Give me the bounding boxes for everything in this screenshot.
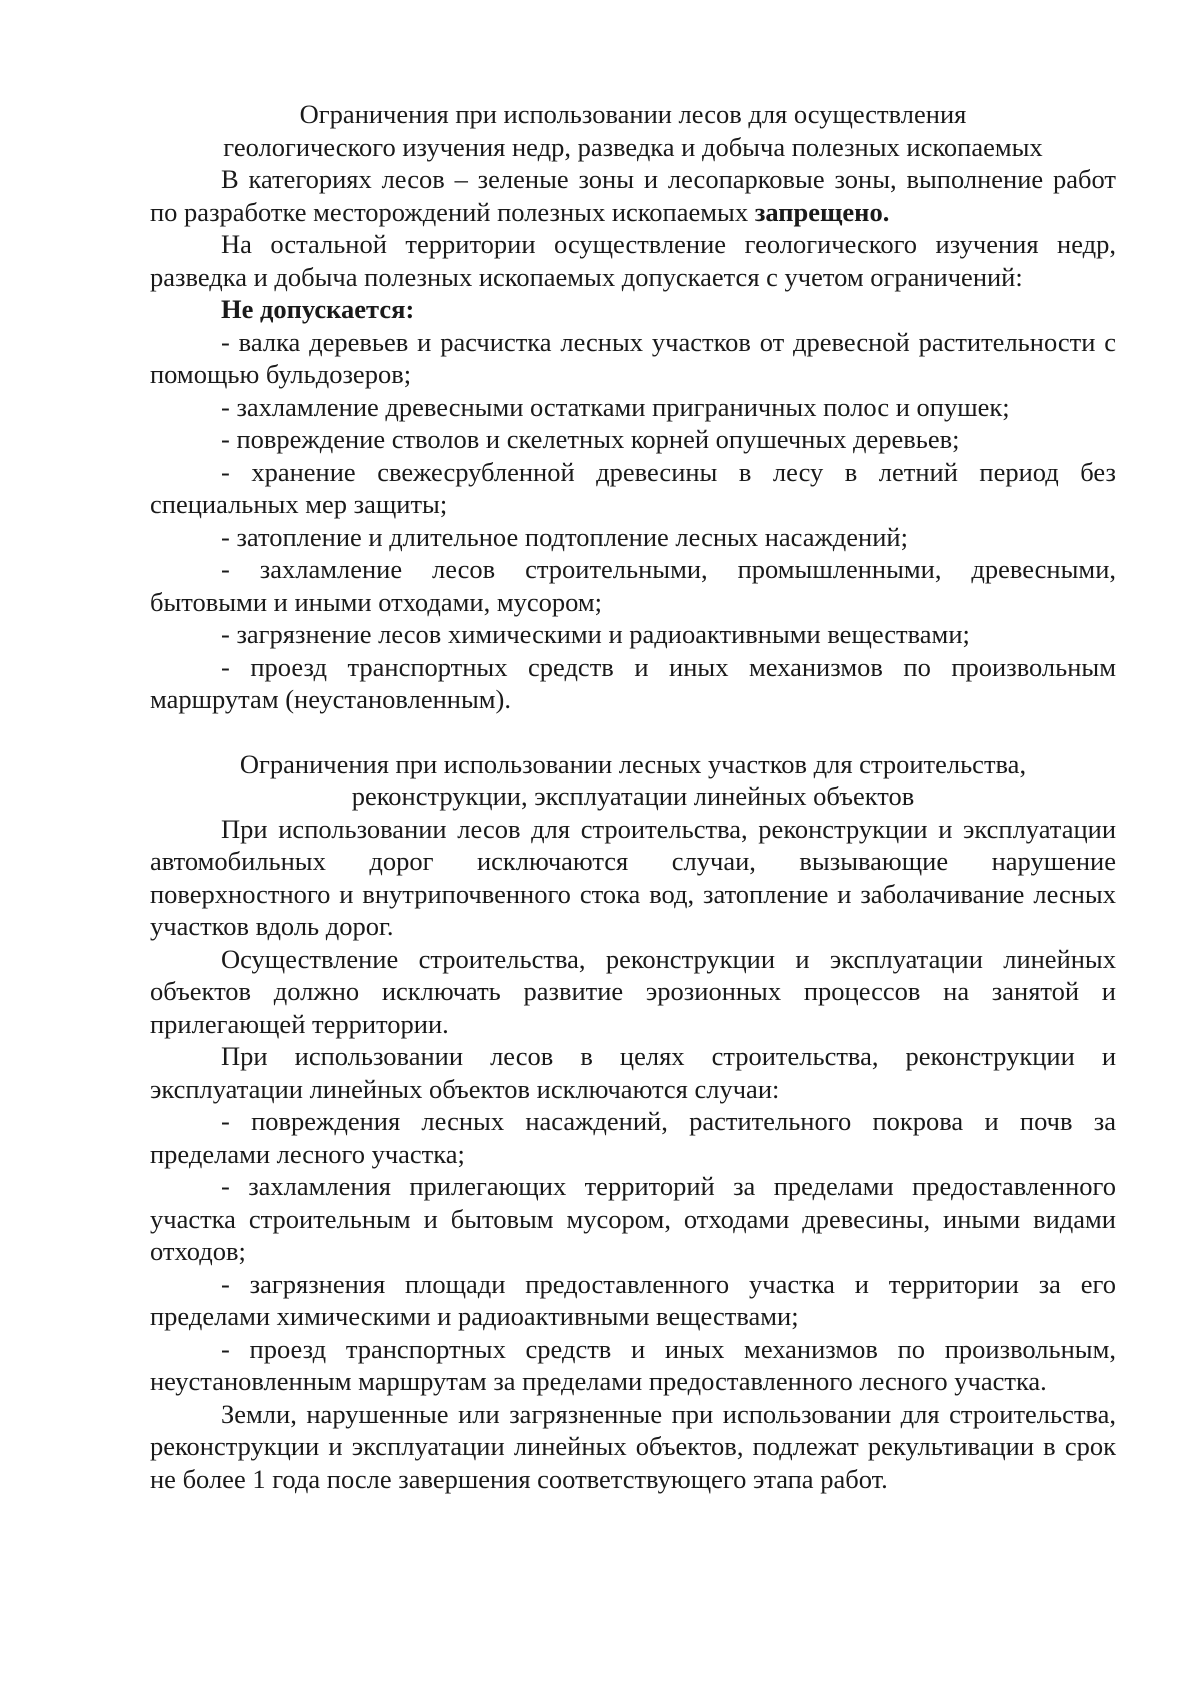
- section2-paragraph-2: Осуществление строительства, реконструкции и эксплуатации линейных объектов должно исключать развитие эрозионных процессов на занятой и прилегающей территории.: [150, 943, 1116, 1039]
- section1-paragraph-2: На остальной территории осуществление геологического изучения недр, разведка и добыча полезных ископаемых допускается с учетом ограничений:: [150, 229, 1116, 292]
- section1-intro-paragraph: [150, 163, 1116, 228]
- section2-title-line2: реконструкции, эксплуатации линейных объектов: [351, 781, 915, 811]
- list-item: - валка деревьев и расчистка лесных участков от древесной растительности с помощью бульдозеров;: [150, 326, 1116, 389]
- section2-title-line1: Ограничения при использовании лесных участков для строительства,: [239, 748, 1027, 779]
- list-item: - проезд транспортных средств и иных механизмов по произвольным маршрутам (неустановленным).: [150, 651, 1116, 714]
- section2-paragraph-3: При использовании лесов в целях строительства, реконструкции и эксплуатации линейных объектов исключаются случаи:: [150, 1041, 1116, 1104]
- list-item: - захламления прилегающих территорий за пределами предоставленного участка строительным и бытовым мусором, отходами древесины, иными видами отходов;: [150, 1171, 1116, 1266]
- list-item: - затопление и длительное подтопление лесных насаждений;: [221, 521, 908, 552]
- section1-title-line2: геологического изучения недр, разведка и добыча полезных ископаемых: [223, 131, 1043, 162]
- section1-title-line1: Ограничения при использовании лесов для осуществления: [299, 99, 967, 129]
- list-item: - хранение свежесрубленной древесины в лесу в летний период без специальных мер защиты;: [150, 456, 1116, 519]
- list-item: - проезд транспортных средств и иных механизмов по произвольным, неустановленным маршрутам за пределами предоставленного лесного участка.: [150, 1333, 1116, 1396]
- list-item: - повреждение стволов и скелетных корней опушечных деревьев;: [221, 424, 960, 454]
- list-item: - захламление лесов строительными, промышленными, древесными, бытовыми и иными отходами, мусором;: [150, 554, 1116, 617]
- list-item: - загрязнение лесов химическими и радиоактивными веществами;: [221, 619, 970, 649]
- section1-intro-text: В категориях лесов – зеленые зоны и лесопарковые зоны, выполнение работ по разработке месторождений полезных ископаемых: [150, 164, 1116, 227]
- section1-intro-bold: запрещено.: [754, 196, 890, 227]
- section-spacer: [150, 716, 1116, 748]
- section2-paragraph-1: При использовании лесов для строительства, реконструкции и эксплуатации автомобильных дорог исключаются случаи, вызывающие нарушение поверхностного и внутрипочвенного стока вод, затопление и заболачивание лесных участков вдоль дорог.: [150, 813, 1116, 941]
- list-item: - загрязнения площади предоставленного участка и территории за его пределами химическими и радиоактивными веществами;: [150, 1268, 1116, 1331]
- section2-final-paragraph: Земли, нарушенные или загрязненные при использовании для строительства, реконструкции и эксплуатации линейных объектов, подлежат рекультивации в срок не более 1 года после завершения соответствующего этапа работ.: [150, 1398, 1116, 1494]
- not-allowed-label: Не допускается:: [221, 294, 415, 324]
- list-item: - захламление древесными остатками приграничных полос и опушек;: [221, 391, 1010, 422]
- section1-title: [150, 98, 1116, 163]
- list-item: - повреждения лесных насаждений, растительного покрова и почв за пределами лесного участка;: [150, 1106, 1116, 1169]
- document-page: [150, 98, 1116, 1495]
- section2-title: [150, 748, 1116, 813]
- not-allowed-heading: [150, 293, 1116, 326]
